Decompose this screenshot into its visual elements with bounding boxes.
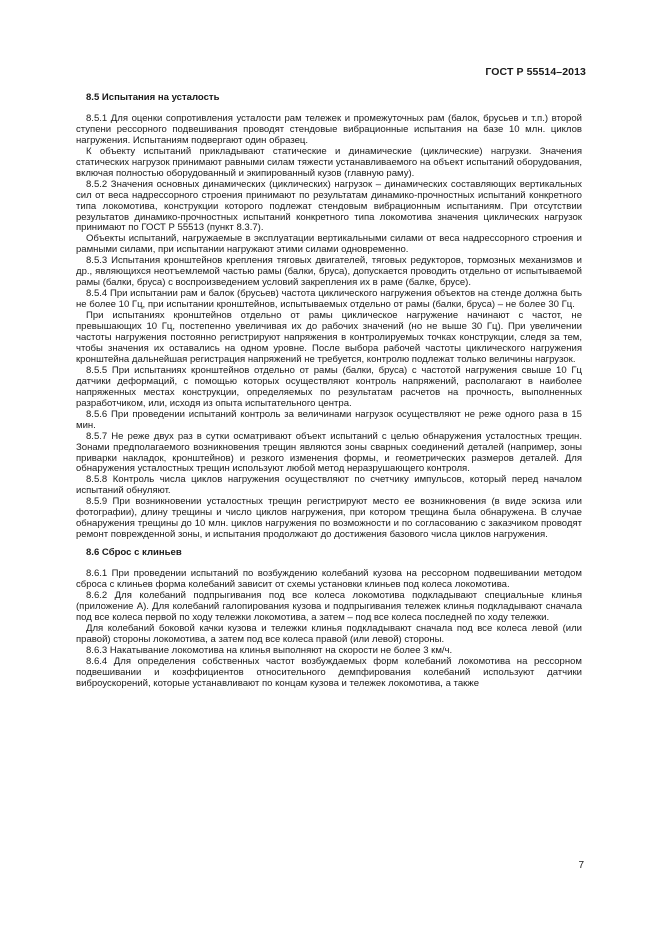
document-body [76, 93, 582, 690]
paragraph-8-5-7: 8.5.7 Не реже двух раз в сутки осматривают объект испытаний с целью обнаружения усталостных трещин. Зонами предполагаемого возникновения трещин являются зоны сварных соединений деталей (например, зоны приварки накладок, кронштейнов) и резкого изменения формы, и геометрических размеров деталей. Для обнаружения усталостных трещин используют любой метод неразрушающего контроля. [76, 430, 582, 475]
paragraph-8-5-5: 8.5.5 При испытаниях кронштейнов отдельно от рамы (балки, бруса) с частотой нагружения свыше 10 Гц датчики деформаций, с помощью которых осуществляют контроль напряжений, располагают в наиболее напряженных местах конструкции, определяемых по результатам расчетов на прочность, выполненных разработчиком, или, исходя из опыта испытательного центра. [76, 364, 582, 409]
section-8-5-title: 8.5 Испытания на усталость [86, 92, 220, 103]
paragraph-8-5-9: 8.5.9 При возникновении усталостных трещин регистрируют место ее возникновения (в виде эскиза или фотографии), длину трещины и число циклов нагружения, при котором трещина была обнаружена. В случае обнаружения трещины до 10 млн. циклов нагружения по возможности и по согласованию с заказчиком проводят ремонт поврежденной зоны, и испытания продолжают до достижения базового числа циклов нагружения. [76, 496, 582, 541]
paragraph: Объекты испытаний, нагружаемые в эксплуатации вертикальными силами от веса надрессорного строения и рамными силами, при испытании нагружают этими силами одновременно. [76, 233, 582, 256]
section-8-6-title: 8.6 Сброс с клиньев [86, 547, 182, 559]
paragraph-8-5-8: 8.5.8 Контроль числа циклов нагружения осуществляют по счетчику импульсов, который перед началом испытаний обнуляют. [76, 474, 582, 497]
standard-number: ГОСТ Р 55514–2013 [485, 66, 586, 78]
paragraph: К объекту испытаний прикладывают статические и динамические (циклические) нагрузки. Значения статических нагрузок принимают равными силам тяжести устанавливаемого на объект испытаний оборудования, включая полностью оборудованный и экипированный кузов (главную раму). [76, 145, 582, 179]
paragraph-8-6-4: 8.6.4 Для определения собственных частот возбуждаемых форм колебаний локомотива на рессорном подвешивании и коэффициентов относительного демпфирования колебаний используют датчики виброускорений, которые устанавливают по концам кузова и тележек локомотива, а также [76, 655, 582, 689]
page-number: 7 [578, 860, 584, 871]
paragraph-8-5-1: 8.5.1 Для оценки сопротивления усталости рам тележек и промежуточных рам (балок, брусьев и т.п.) второй ступени рессорного подвешивания проводят стендовые вибрационные испытания на базе 10 млн. циклов нагружения. Испытаниям подвергают один образец. [76, 112, 582, 146]
paragraph-8-6-2: 8.6.2 Для колебаний подпрыгивания под все колеса локомотива подкладывают специальные клинья (приложение А). Для колебаний галопирования кузова и подпрыгивания тележек клинья подкладывают сначала под все колеса первой по ходу тележки локомотива, а затем – под все колеса последней по ходу тележки. [76, 589, 582, 623]
paragraph-8-5-3: 8.5.3 Испытания кронштейнов крепления тяговых двигателей, тяговых редукторов, тормозных механизмов и др., являющихся неотъемлемой частью рамы (балки, бруса), допускается проводить отдельно от испытываемой рамы (балки, бруса) с воспроизведением условий закрепления их в раме (балке, брусе). [76, 255, 582, 289]
paragraph-8-6-1: 8.6.1 При проведении испытаний по возбуждению колебаний кузова на рессорном подвешивании методом сброса с клиньев форма колебаний зависит от схемы установки клиньев под колеса локомотива. [76, 568, 582, 591]
paragraph-8-6-3: 8.6.3 Накатывание локомотива на клинья выполняют на скорости не более 3 км/ч. [86, 644, 453, 656]
paragraph-8-5-2: 8.5.2 Значения основных динамических (циклических) нагрузок – динамических составляющих вертикальных сил от веса надрессорного строения принимают по результатам динамико-прочностных испытаний конкретного типа локомотива, конструкции которого подлежат стендовым вибрационным испытаниям. При отсутствии результатов динамико-прочностных испытаний конкретного типа локомотива значения циклических нагрузок принимают по ГОСТ Р 55513 (пункт 8.3.7). [76, 178, 582, 234]
paragraph-8-5-6: 8.5.6 При проведении испытаний контроль за величинами нагрузок осуществляют не реже одного раза в 15 мин. [76, 408, 582, 431]
paragraph-8-5-4: 8.5.4 При испытании рам и балок (брусьев) частота циклического нагружения объектов на стенде должна быть не более 10 Гц, при испытании кронштейнов, испытываемых отдельно от рамы (балки, бруса) – не более 30 Гц. [76, 288, 582, 311]
paragraph: При испытаниях кронштейнов отдельно от рамы циклическое нагружение начинают с частот, не превышающих 10 Гц, постепенно увеличивая их до рабочих значений (но не выше 30 Гц). При увеличении частоты нагружения постоянно регистрируют напряжения в контролируемых точках конструкции, следя за тем, чтобы значения их оставались на одном уровне. После выбора рабочей частоты циклического нагружения кронштейна дальнейшая регистрация напряжений не требуется, контролю подлежат только величины нагрузок. [76, 310, 582, 365]
paragraph: Для колебаний боковой качки кузова и тележки клинья подкладывают сначала под все колеса левой (или правой) стороны локомотива, а затем под все колеса правой (или левой) стороны. [76, 622, 582, 645]
